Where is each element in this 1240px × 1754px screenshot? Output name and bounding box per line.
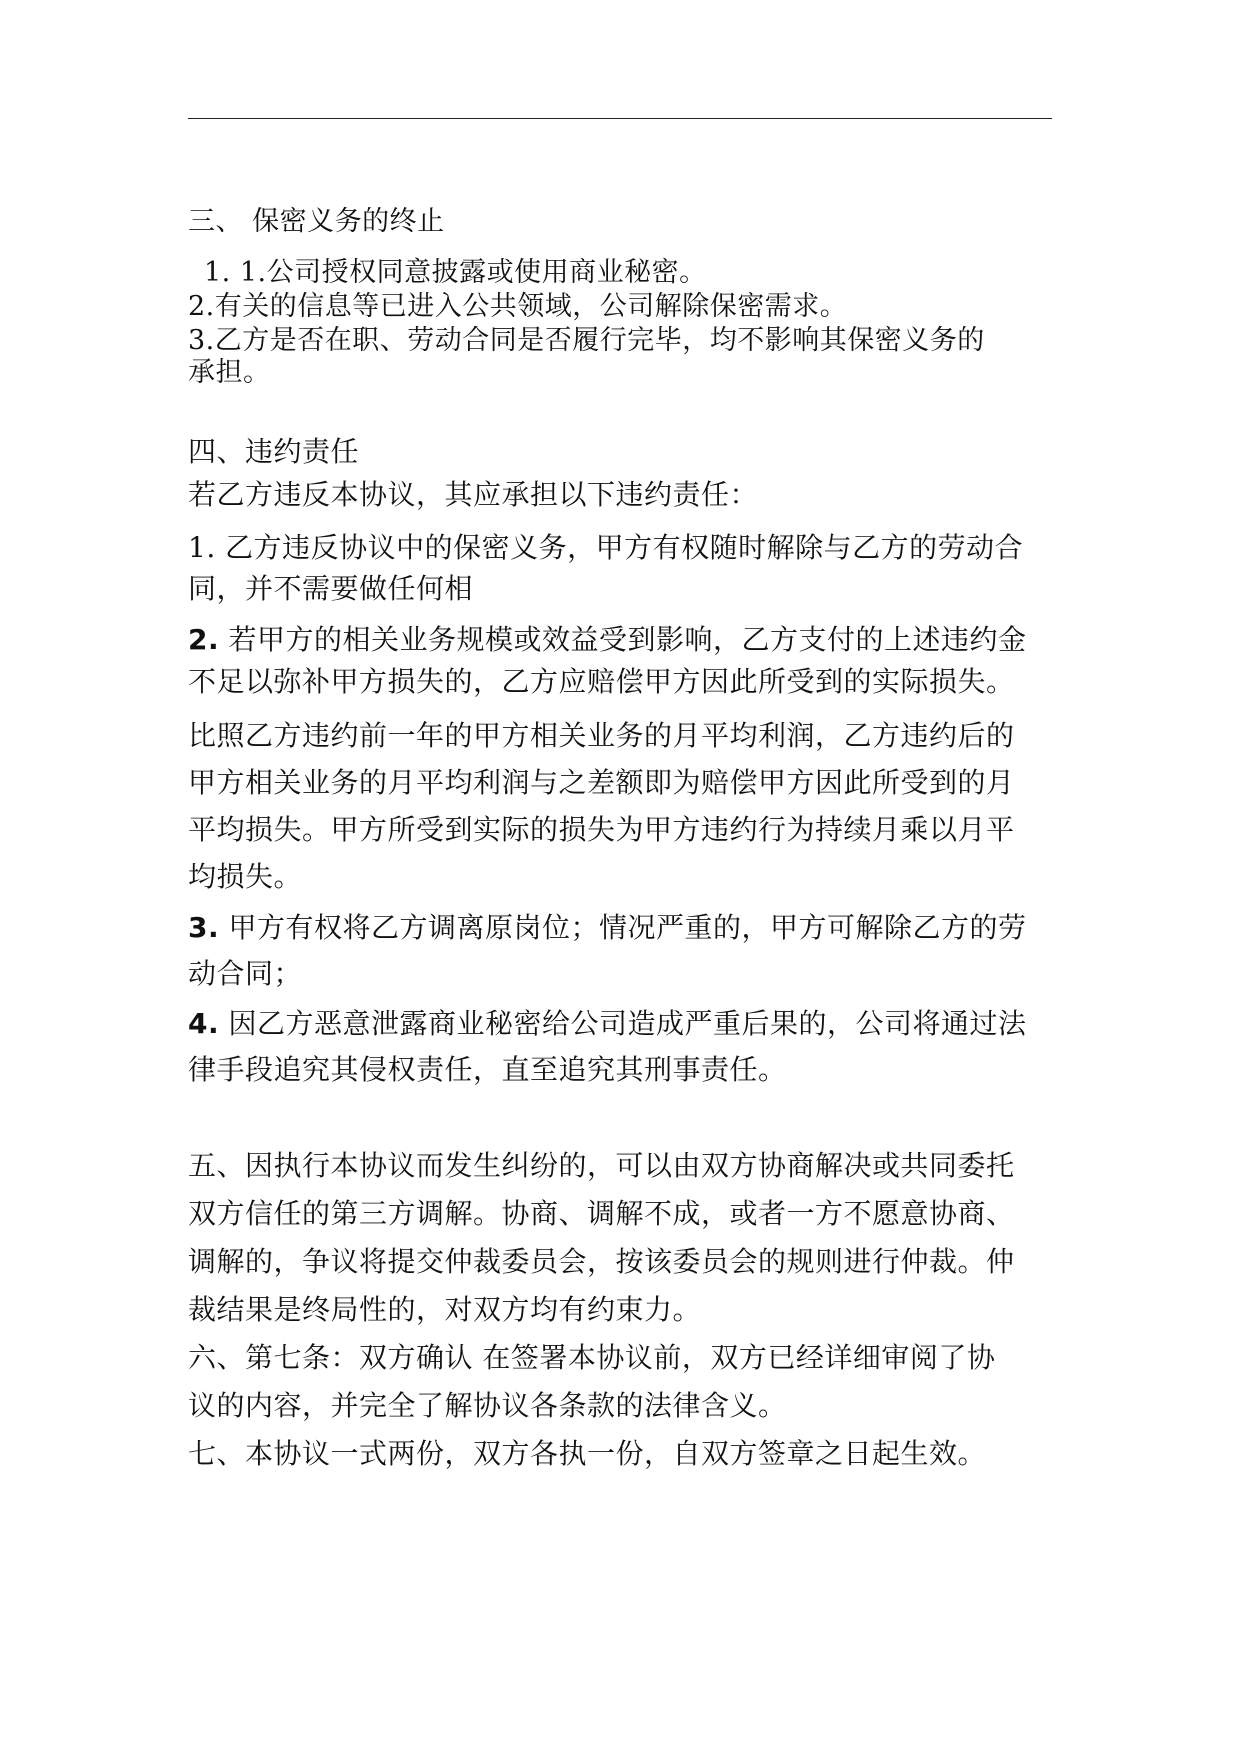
section4-item-2-line5: 平均损失。甲方所受到实际的损失为甲方违约行为持续月乘以月平 [188, 813, 1015, 846]
section6-line1: 六、第七条：双方确认 在签署本协议前，双方已经详细审阅了协 [188, 1341, 996, 1374]
section4-item-1-line2: 同，并不需要做任何相 [188, 572, 474, 605]
section3-item-3-line1: 3.乙方是否在职、劳动合同是否履行完毕，均不影响其保密义务的 [188, 325, 985, 356]
item-2-number: 2. [188, 623, 220, 656]
item-4-number: 4. [188, 1007, 220, 1040]
section5-line1: 五、因执行本协议而发生纠纷的，可以由双方协商解决或共同委托 [188, 1149, 1015, 1182]
section3-item-2: 2.有关的信息等已进入公共领域，公司解除保密需求。 [188, 291, 848, 322]
section4-item-2-line4: 甲方相关业务的月平均利润与之差额即为赔偿甲方因此所受到的月 [188, 766, 1015, 799]
section4-item-3-line2: 动合同； [188, 957, 303, 990]
section3-item-1: 1. 1.公司授权同意披露或使用商业秘密。 [204, 257, 707, 288]
section4-intro: 若乙方违反本协议，其应承担以下违约责任： [188, 478, 759, 511]
section4-item-2-line3: 比照乙方违约前一年的甲方相关业务的月平均利润，乙方违约后的 [188, 719, 1015, 752]
section4-item-3-line1 [188, 910, 1027, 946]
item-2-text: 若甲方的相关业务规模或效益受到影响，乙方支付的上述违约金 [219, 623, 1027, 656]
section7-line1: 七、本协议一式两份，双方各执一份，自双方签章之日起生效。 [188, 1437, 987, 1470]
header-rule [188, 118, 1052, 119]
section3-heading: 三、 保密义务的终止 [188, 206, 445, 237]
section4-item-2-line2: 不足以弥补甲方损失的，乙方应赔偿甲方因此所受到的实际损失。 [188, 665, 1015, 698]
item-4-text: 因乙方恶意泄露商业秘密给公司造成严重后果的，公司将通过法 [219, 1007, 1027, 1040]
section4-item-4-line1 [188, 1006, 1027, 1042]
section4-item-2-line6: 均损失。 [188, 860, 303, 893]
item-3-number: 3. [188, 911, 220, 944]
section3-item-3-line2: 承担。 [188, 357, 271, 388]
section4-item-4-line2: 律手段追究其侵权责任，直至追究其刑事责任。 [188, 1053, 787, 1086]
section5-line3: 调解的，争议将提交仲裁委员会，按该委员会的规则进行仲裁。仲 [188, 1245, 1015, 1278]
section5-line4: 裁结果是终局性的，对双方均有约束力。 [188, 1293, 702, 1326]
section4-heading: 四、违约责任 [188, 435, 360, 468]
item-3-text: 甲方有权将乙方调离原岗位；情况严重的，甲方可解除乙方的劳 [219, 911, 1027, 944]
section6-line2: 议的内容，并完全了解协议各条款的法律含义。 [188, 1389, 787, 1422]
section4-item-2-line1 [188, 622, 1027, 658]
section5-line2: 双方信任的第三方调解。协商、调解不成，或者一方不愿意协商、 [188, 1197, 1015, 1230]
section4-item-1-line1: 1. 乙方违反协议中的保密义务，甲方有权随时解除与乙方的劳动合 [188, 531, 1024, 564]
